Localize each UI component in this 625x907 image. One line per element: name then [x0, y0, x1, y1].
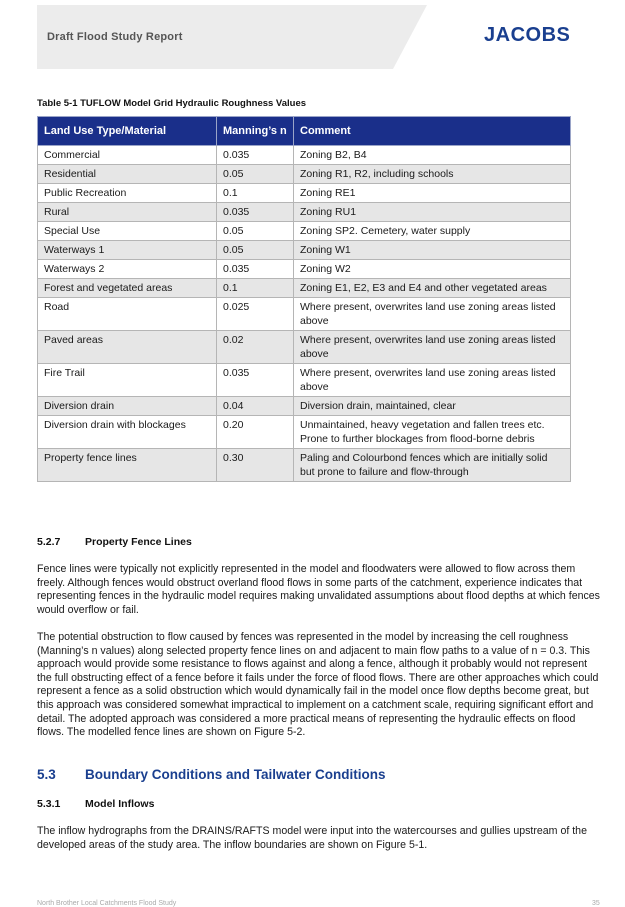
cell-mannings-n: 0.05: [217, 222, 294, 241]
section-number: 5.3: [37, 767, 56, 782]
cell-mannings-n: 0.02: [217, 331, 294, 364]
table-header-row: [38, 117, 571, 146]
cell-land-use: Fire Trail: [38, 364, 217, 397]
roughness-table: [37, 116, 571, 482]
cell-comment: Zoning RE1: [294, 184, 571, 203]
cell-comment: Where present, overwrites land use zoning areas listed above: [294, 331, 571, 364]
cell-land-use: Waterways 2: [38, 260, 217, 279]
cell-land-use: Paved areas: [38, 331, 217, 364]
cell-comment: Where present, overwrites land use zoning areas listed above: [294, 298, 571, 331]
table-row: [38, 416, 571, 449]
cell-land-use: Commercial: [38, 146, 217, 165]
cell-mannings-n: 0.05: [217, 165, 294, 184]
cell-land-use: Special Use: [38, 222, 217, 241]
table-row: [38, 146, 571, 165]
section-title: Property Fence Lines: [85, 536, 192, 548]
cell-mannings-n: 0.04: [217, 397, 294, 416]
table-row: [38, 203, 571, 222]
cell-comment: Zoning RU1: [294, 203, 571, 222]
section-heading-5-2-7: [37, 536, 192, 548]
cell-land-use: Road: [38, 298, 217, 331]
cell-comment: Zoning B2, B4: [294, 146, 571, 165]
paragraph-model-inflows: The inflow hydrographs from the DRAINS/RAFTS model were input into the watercourses and gullies upstream of the developed areas of the study area. The inflow boundaries are shown on Figure 5-1.: [37, 825, 587, 851]
table-row: [38, 331, 571, 364]
table-row: [38, 222, 571, 241]
footer-page-number: 35: [592, 900, 600, 907]
cell-comment: Diversion drain, maintained, clear: [294, 397, 571, 416]
cell-mannings-n: 0.30: [217, 449, 294, 482]
paragraph-fence-lines-1: Fence lines were typically not explicitly represented in the model and floodwaters were allowed to flow across them freely. Although fences would obstruct overland flood flows in some parts of the catchment, experience indicates that representing fences in the hydraulic model requires making unvalidated assumptions about flood depths at which fences would overflow or fail.: [37, 563, 600, 616]
table-row: [38, 165, 571, 184]
table-row: [38, 260, 571, 279]
cell-mannings-n: 0.025: [217, 298, 294, 331]
cell-land-use: Diversion drain: [38, 397, 217, 416]
footer-document-title: North Brother Local Catchments Flood Study: [37, 900, 177, 907]
cell-mannings-n: 0.035: [217, 146, 294, 165]
table-caption: Table 5-1 TUFLOW Model Grid Hydraulic Roughness Values: [37, 98, 307, 109]
cell-mannings-n: 0.035: [217, 364, 294, 397]
section-title: Boundary Conditions and Tailwater Conditions: [85, 767, 386, 782]
cell-mannings-n: 0.1: [217, 279, 294, 298]
cell-comment: Where present, overwrites land use zoning areas listed above: [294, 364, 571, 397]
table-row: [38, 397, 571, 416]
cell-mannings-n: 0.05: [217, 241, 294, 260]
column-header-comment: Comment: [294, 117, 571, 146]
table-row: [38, 279, 571, 298]
table-row: [38, 184, 571, 203]
page-header: [37, 5, 427, 69]
cell-mannings-n: 0.035: [217, 260, 294, 279]
section-number: 5.2.7: [37, 536, 61, 548]
report-title: Draft Flood Study Report: [47, 31, 183, 43]
cell-land-use: Property fence lines: [38, 449, 217, 482]
cell-land-use: Waterways 1: [38, 241, 217, 260]
cell-comment: Zoning R1, R2, including schools: [294, 165, 571, 184]
column-header-land-use: Land Use Type/Material: [38, 117, 217, 146]
table-row: [38, 241, 571, 260]
cell-comment: Zoning W2: [294, 260, 571, 279]
section-heading-5-3: [37, 767, 386, 782]
section-title: Model Inflows: [85, 798, 155, 810]
cell-comment: Zoning SP2. Cemetery, water supply: [294, 222, 571, 241]
section-heading-5-3-1: [37, 798, 154, 810]
cell-land-use: Rural: [38, 203, 217, 222]
table-row: [38, 298, 571, 331]
table-row: [38, 449, 571, 482]
table-row: [38, 364, 571, 397]
cell-comment: Unmaintained, heavy vegetation and fallen trees etc. Prone to further blockages from flood-borne debris: [294, 416, 571, 449]
paragraph-fence-lines-2: The potential obstruction to flow caused by fences was represented in the model by increasing the cell roughness (Manning’s n values) along selected property fence lines on and adjacent to main flow paths to a value of n = 0.3. This approach would provide some resistance to flows against and along a fence, although it probably would not represent the full obstructing effect of a fence before it fails under the force of flood flows. There are other approaches which could represent a fence as a solid obstruction which would dynamically fail in the model once flow depths become great, but this approach was considered somewhat impractical to implement on a catchment scale, requiring significant effort and detail. The adopted approach was considered a more practical means of representing the hydraulic effects on flood flows. The modelled fence lines are shown on Figure 5-2.: [37, 631, 599, 739]
cell-mannings-n: 0.1: [217, 184, 294, 203]
cell-mannings-n: 0.20: [217, 416, 294, 449]
cell-comment: Zoning E1, E2, E3 and E4 and other vegetated areas: [294, 279, 571, 298]
cell-mannings-n: 0.035: [217, 203, 294, 222]
cell-land-use: Public Recreation: [38, 184, 217, 203]
cell-land-use: Residential: [38, 165, 217, 184]
cell-comment: Zoning W1: [294, 241, 571, 260]
cell-land-use: Forest and vegetated areas: [38, 279, 217, 298]
column-header-mannings-n: Manning’s n: [217, 117, 294, 146]
section-number: 5.3.1: [37, 798, 61, 810]
cell-comment: Paling and Colourbond fences which are initially solid but prone to failure and flow-through: [294, 449, 571, 482]
cell-land-use: Diversion drain with blockages: [38, 416, 217, 449]
jacobs-logo: JACOBS: [484, 24, 571, 46]
